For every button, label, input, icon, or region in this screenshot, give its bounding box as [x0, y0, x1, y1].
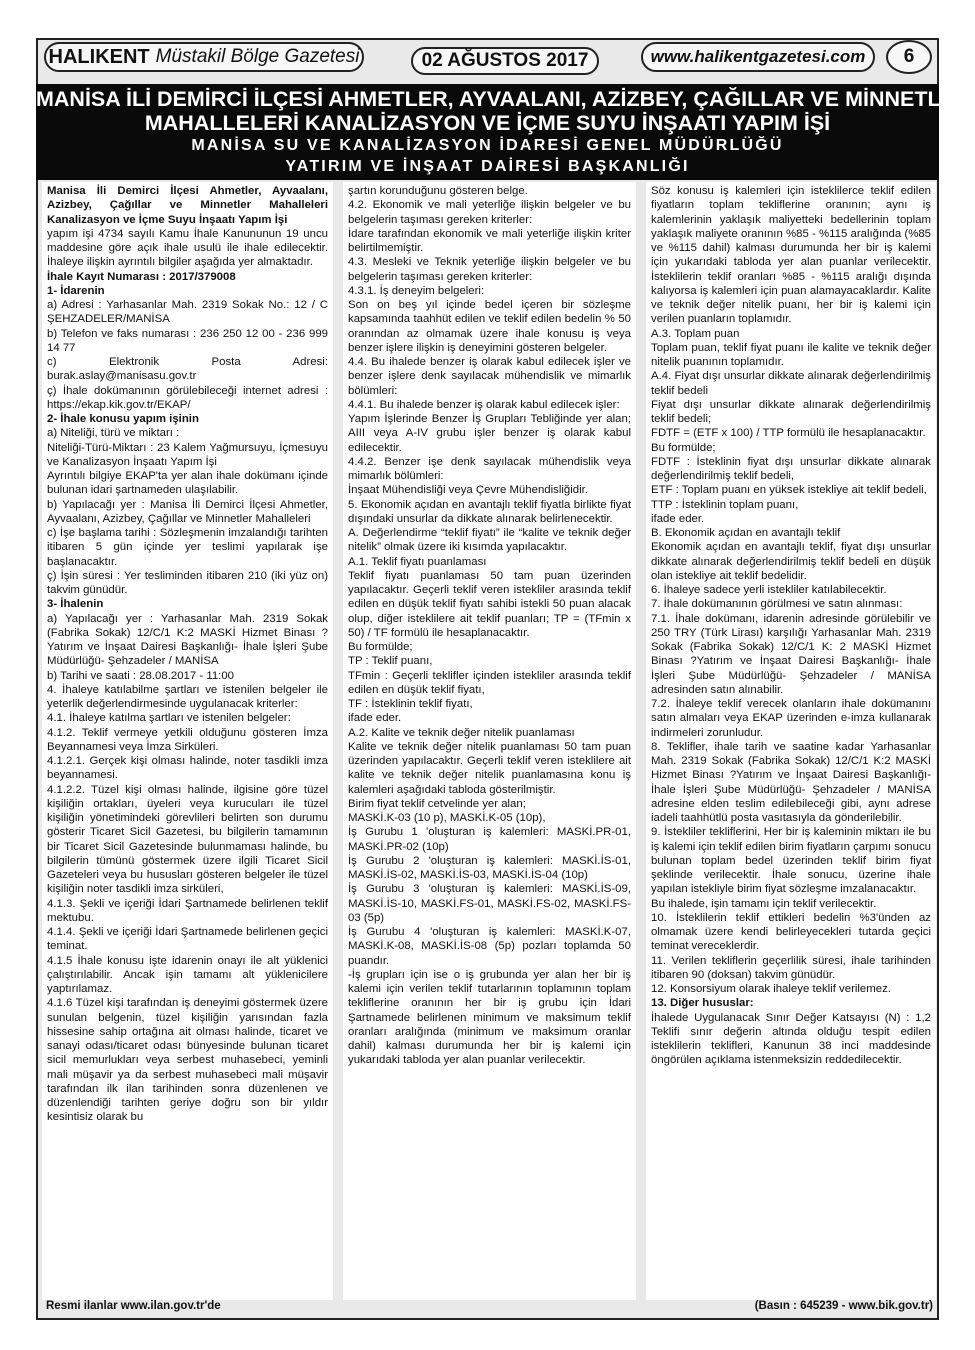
paragraph: b) Yapılacağı yer : Manisa İli Demirci İlçesi Ahmetler, Ayvaalanı, Azizbey, Çağıllar ve Minnetler Mahalleleri [47, 498, 328, 525]
paragraph: Toplam puan, teklif fiyat puanı ile kalite ve teknik değer nitelik puanının toplamıdır. [651, 341, 931, 368]
paragraph: A.2. Kalite ve teknik değer nitelik puanlaması [348, 726, 575, 739]
paragraph: 7.2. İhaleye teklif verecek olanların ihale dokümanını satın almaları veya EKAP üzerinden e-imza kullanarak indirmeleri zorunludur. [651, 698, 931, 739]
paragraph: ç) İhale dokümanının görülebileceği internet adresi : https://ekap.kik.gov.tr/EKAP/ [47, 384, 328, 411]
paragraph: Teklif fiyatı puanlaması 50 tam puan üzerinden yapılacaktır. Geçerli teklif veren istekliler arasında teklif edilen en düşük teklif fiyatı sahibi istekli 50 puan alacak olup, diğer isteklilere ait teklif puanları; TP = (TFmin x 50) / TF formülü ile hesaplanacaktır. [348, 569, 631, 639]
paragraph: -İş grupları için ise o iş grubunda yer alan her bir iş kalemi için verilen teklif tutarlarının toplamının toplam tekliflerine oranının her bir iş grubu için İdari Şartnamede belirlenen minimum ve maksimum teklif oranları aralığında (minimum ve maksimum oranlar dahil) kalması durumunda her bir iş kalemi için yukarıdaki tabloda yer alan puanlar verilecektir. [348, 968, 631, 1067]
authority-line-1: MANİSA SU VE KANALİZASYON İDARESİ GENEL MÜDÜRLÜĞÜ [191, 137, 784, 154]
paragraph: 4.1.2.1. Gerçek kişi olması halinde, noter tasdikli imza beyannamesi. [47, 755, 328, 782]
paragraph: İş Gurubu 3 'oluşturan iş kalemleri: MASKİ.İS-09, MASKİ.İS-10, MASKİ.FS-01, MASKİ.FS-02, MASKİ.FS-03 (5p) [348, 883, 631, 924]
notice-title-line-2: MAHALLELERİ KANALİZASYON VE İÇME SUYU İNŞAATI YAPIM İŞİ [144, 111, 831, 135]
paragraph: 4.1.3. Şekli ve içeriği İdari Şartnamede belirlenen teklif mektubu. [47, 897, 328, 924]
text-column-1 [42, 182, 333, 1300]
paragraph: İş Gurubu 2 'oluşturan iş kalemleri: MASKİ.İS-01, MASKİ.İS-02, MASKİ.İS-03, MASKİ.İS-04 (10p) [348, 854, 631, 881]
paragraph: c) İşe başlama tarihi : Sözleşmenin imzalandığı tarihten itibaren 5 gün içinde yer teslimi yapılarak işe başlanacaktır. [47, 527, 328, 568]
paragraph: Yapım İşlerinde Benzer İş Grupları Tebliğinde yer alan; AIII veya A-IV grubu işler benzer iş olarak kabul edilecektir. [348, 413, 631, 454]
paragraph: ç) İşin süresi : Yer tesliminden itibaren 210 (iki yüz on) takvim günüdür. [47, 569, 328, 596]
paragraph: 7.1. İhale dokümanı, idarenin adresinde görülebilir ve 250 TRY (Türk Lirası) karşılığı Yarhasanlar Mah. 2319 Sokak (Fabrika Sokak) 12/C/1 K: 2 MASKİ Hizmet Binası ?Yatırım ve İnşaat Dairesi Başkanlığı- İhale İşleri Şube Müdürlüğü- Şehzadeler / MANİSA adresinden satın alınabilir. [651, 612, 931, 696]
notice-title-line-1: MANİSA İLİ DEMİRCİ İLÇESİ AHMETLER, AYVAALANI, AZİZBEY, ÇAĞILLAR VE MİNNETLER [36, 87, 971, 111]
paragraph: Son on beş yıl içinde bedel içeren bir sözleşme kapsamında taahhüt edilen ve teklif edilen bedelin % 50 oranından az olmamak üzere ihale konusu iş veya benzer işlere ilişkin iş deneyimini gösteren belgeler. [348, 299, 631, 354]
newspaper-name: HALIKENT [48, 45, 150, 68]
paragraph: 4.4.1. Bu ihalede benzer iş olarak kabul edilecek işler: [348, 398, 620, 411]
paragraph: b) Telefon ve faks numarası : 236 250 12 00 - 236 999 14 77 [47, 327, 328, 354]
paragraph: 9. İstekliler tekliflerini, Her bir iş kaleminin miktarı ile bu iş kalemi için teklif edilen birim fiyatların çarpımı sonucu bulunan toplam bedel üzerinden teklif birim fiyat şeklinde verilecektir. İhale sonucu, üzerine ihale yapılan istekliyle birim fiyat sözleşme imzalanacaktır. [651, 826, 931, 896]
paragraph: ifade eder. [348, 712, 402, 725]
paragraph: 13. Diğer hususlar: [651, 997, 754, 1010]
paragraph: İnşaat Mühendisliği veya Çevre Mühendisliğidir. [348, 484, 588, 497]
paragraph: İş Gurubu 4 'oluşturan iş kalemleri: MASKİ.K-07, MASKİ.K-08, MASKİ.İS-08 (5p) pozları toplamda 50 puandır. [348, 926, 631, 967]
paragraph: Manisa İli Demirci İlçesi Ahmetler, Ayvaalanı, Azizbey, Çağıllar ve Minnetler Mahalleleri Kanalizasyon ve İçme Suyu İnşaatı Yapım İşi [47, 185, 328, 226]
paragraph: şartın korunduğunu gösteren belge. [348, 185, 528, 197]
paragraph: A.1. Teklif fiyatı puanlaması [348, 555, 487, 568]
website-link[interactable]: www.halikentgazetesi.com [641, 42, 875, 72]
footer-right-note: (Basın : 645239 - www.bik.gov.tr) [754, 1300, 933, 1312]
paragraph: 4.2. Ekonomik ve mali yeterliğe ilişkin belgeler ve bu belgelerin taşıması gereken kriterler: [348, 199, 631, 226]
paragraph: ifade eder. [651, 512, 705, 525]
paragraph: 11. Verilen tekliflerin geçerlilik süresi, ihale tarihinden itibaren 90 (doksan) takvim günüdür. [651, 954, 931, 981]
paragraph: A.3. Toplam puan [651, 327, 740, 340]
paragraph: 4.1. İhaleye katılma şartları ve istenilen belgeler: [47, 712, 291, 725]
notice-title-block [36, 84, 971, 180]
paragraph: 4.1.4. Şekli ve içeriği İdari Şartnamede belirlenen geçici teminat. [47, 926, 328, 953]
page-number: 6 [886, 40, 932, 74]
paragraph: Kalite ve teknik değer nitelik puanlaması 50 tam puan üzerinden yapılacaktır. Geçerli teklif veren isteklilere ait kalite ve teknik değer nitelik puanlamasına konu iş kalemleri aşağıdaki tabloda gösterilmiştir. [348, 740, 631, 796]
paragraph: 12. Konsorsiyum olarak ihaleye teklif verilemez. [651, 983, 891, 995]
paragraph: 7. İhale dokümanının görülmesi ve satın alınması: [651, 598, 903, 611]
paragraph: B. Ekonomik açıdan en avantajlı teklif [651, 527, 841, 539]
paragraph: TFmin : Geçerli teklifler içinden istekliler arasında teklif edilen en düşük teklif fiyatı, [348, 669, 631, 696]
paragraph: 4.3.1. İş deneyim belgeleri: [348, 284, 485, 297]
paragraph: Bu formülde; [348, 641, 413, 653]
paragraph: 1- İdarenin [47, 284, 105, 297]
paragraph: Ekonomik açıdan en avantajlı teklif, fiyat dışı unsurlar dikkate alınarak değerlendirilmiş teklif bedeli en düşük olan istekliye ait teklif bedelidir. [651, 541, 931, 582]
paragraph: 6. İhaleye sadece yerli istekliler katılabilecektir. [651, 584, 887, 596]
paragraph: A. Değerlendirme “teklif fiyatı” ile “kalite ve teknik değer nitelik” olmak üzere iki kısımda yapılacaktır. [348, 527, 631, 554]
paragraph: TF : İsteklinin teklif fiyatı, [348, 698, 473, 710]
issue-date: 02 AĞUSTOS 2017 [411, 47, 599, 75]
paragraph: İhalede Uygulanacak Sınır Değer Katsayısı (N) : 1,2 Teklifi sınır değerin altında olduğu tespit edilen isteklilerin teklifleri, Kanunun 38 inci maddesinde öngörülen açıklama istenmeksizin reddedilecektir. [651, 1011, 931, 1067]
paragraph: 4.1.6 Tüzel kişi tarafından iş deneyimi göstermek üzere sunulan belgenin, tüzel kişiliğin yarısından fazla hissesine sahip ortağına ait olması halinde, ticaret ve sanayi odası/ticaret odası bünyesinde bulunan ticaret sicil memurlukları veya serbest muhasebeci, yeminli mali müşavir ya da serbest muhasebeci mali müşavir tarafından ilk ilan tarihinden sonra düzenlenen ve düzenlendiği tarihten geriye doğru son bir yıldır kesintisiz olarak bu [47, 997, 328, 1124]
paragraph: yapım işi 4734 sayılı Kamu İhale Kanununun 19 uncu maddesine göre açık ihale usulü ile ihale edilecektir. İhaleye ilişkin ayrıntılı bilgiler aşağıda yer almaktadır. [47, 227, 328, 269]
paragraph: 4.4.2. Benzer işe denk sayılacak mühendislik veya mimarlık bölümleri: [348, 455, 631, 482]
paragraph: İş Gurubu 1 'oluşturan iş kalemleri: MASKİ.PR-01, MASKİ.PR-02 (10p) [348, 826, 631, 853]
text-column-3 [646, 182, 936, 1300]
paragraph: TTP : İsteklinin toplam puanı, [651, 498, 799, 511]
paragraph: 8. Teklifler, ihale tarih ve saatine kadar Yarhasanlar Mah. 2319 Sokak (Fabrika Sokak) 12/C/1 K:2 MASKİ Hizmet Binası ?Yatırım ve İnşaat Dairesi Başkanlığı- İhale İşleri Şube Müdürlüğü- Şehzadeler / MANİSA adresine elden teslim edilebileceği gibi, aynı adrese iadeli taahhütlü posta vasıtasıyla da gönderilebilir. [651, 740, 931, 824]
paragraph: Söz konusu iş kalemleri için isteklilerce teklif edilen fiyatların toplam tekliflerine oranının; aynı iş kalemlerinin yaklaşık maliyetteki bedellerinin toplam yaklaşık maliyete oranının %85 - %115 aralığında (%85 ve %115 dahil) kalması durumunda her bir iş kalemi için yukarıdaki tabloda yer alan puanlar verilecektir. İsteklilerin teklif oranları %85 - %115 aralığı dışında kalıyorsa iş kalemleri için puan alamayacaklardır. Kalite ve teknik değer nitelik puanı, her bir iş kalemi için verilen puanların toplamıdır. [651, 185, 931, 326]
paragraph: Fiyat dışı unsurlar dikkate alınarak değerlendirilmiş teklif bedeli; [651, 398, 931, 425]
paragraph: c) Elektronik Posta Adresi: burak.aslay@manisasu.gov.tr [47, 356, 328, 383]
paragraph: Ayrıntılı bilgiye EKAP'ta yer alan ihale dokümanı içinde bulunan idari şartnameden ulaşılabilir. [47, 470, 328, 497]
paragraph: 4.1.2. Teklif vermeye yetkili olduğunu gösteren İmza Beyannamesi veya İmza Sirküleri. [47, 726, 328, 753]
paragraph: İdare tarafından ekonomik ve mali yeterliğe ilişkin kriter belirtilmemiştir. [348, 227, 631, 254]
paragraph: Niteliği-Türü-Miktarı : 23 Kalem Yağmursuyu, İçmesuyu ve Kanalizasyon İnşaatı Yapım İşi [47, 441, 328, 468]
paragraph: a) Adresi : Yarhasanlar Mah. 2319 Sokak No.: 12 / C ŞEHZADELER/MANİSA [47, 299, 328, 326]
paragraph: b) Tarihi ve saati : 28.08.2017 - 11:00 [47, 669, 235, 682]
paragraph: 4.1.2.2. Tüzel kişi olması halinde, ilgisine göre tüzel kişiliğin ortakları, üyeleri veya kurucuları ile tüzel kişiliğin yönetimindeki görevlileri belirten son durumu gösterir Ticaret Sicil Gazetesi, bu bilgilerin tamamının bir Ticaret Sicil Gazetesinde bulunmaması halinde, bu bilgilerin tümünü göstermek üzere ilgili Ticaret Sicil Gazeteleri veya bu hususları gösteren belgeler ile tüzel kişiliğin noter tasdikli imza sirküleri, [47, 783, 328, 896]
paragraph: 2- İhale konusu yapım işinin [47, 413, 199, 425]
paragraph: 5. Ekonomik açıdan en avantajlı teklif fiyatla birlikte fiyat dışındaki unsurlar da dikkate alınarak belirlenecektir. [348, 498, 631, 525]
paragraph: a) Niteliği, türü ve miktarı : [47, 427, 180, 440]
paragraph: 4.3. Mesleki ve Teknik yeterliğe ilişkin belgeler ve bu belgelerin taşıması gereken kriterler: [348, 256, 631, 283]
paragraph: MASKİ.K-03 (10 p), MASKİ.K-05 (10p), [348, 812, 546, 824]
paragraph: İhale Kayıt Numarası : 2017/379008 [47, 270, 236, 283]
paragraph: A.4. Fiyat dışı unsurlar dikkate alınarak değerlendirilmiş teklif bedeli [651, 370, 931, 397]
paragraph: FDTF = (ETF x 100) / TTP formülü ile hesaplanacaktır. [651, 427, 926, 440]
paragraph: ETF : Toplam puanı en yüksek istekliye ait teklif bedeli, [651, 484, 927, 497]
paragraph: TP : Teklif puanı, [348, 655, 433, 668]
paragraph: Bu ihalede, işin tamamı için teklif verilecektir. [651, 897, 877, 910]
authority-line-2: YATIRIM VE İNŞAAT DAİRESİ BAŞKANLIĞI [285, 158, 690, 175]
paragraph: 4.1.5 İhale konusu işte idarenin onayı ile alt yüklenici çalıştırılabilir. Ancak işin tamamı alt yüklenicilere yaptırılamaz. [47, 954, 328, 995]
newspaper-name-badge [44, 42, 364, 72]
paragraph: Bu formülde; [651, 441, 716, 454]
text-column-2 [343, 182, 636, 1300]
newspaper-subtitle: Müstakil Bölge Gazetesi [155, 46, 360, 67]
paragraph: Birim fiyat teklif cetvelinde yer alan; [348, 797, 526, 810]
paragraph: FDTF : İsteklinin fiyat dışı unsurlar dikkate alınarak değerlendirilmiş teklif bedeli, [651, 455, 931, 482]
footer-left-note: Resmi ilanlar www.ilan.gov.tr'de [46, 1300, 221, 1312]
paragraph: 4. İhaleye katılabilme şartları ve istenilen belgeler ile yeterlik değerlendirmesinde uygulanacak kriterler: [47, 683, 328, 710]
paragraph: 10. İsteklilerin teklif ettikleri bedelin %3'ünden az olmamak üzere kendi belirleyecekleri tutarda geçici teminat vereceklerdir. [651, 911, 931, 953]
paragraph: 3- İhalenin [47, 598, 104, 611]
paragraph: 4.4. Bu ihalede benzer iş olarak kabul edilecek işler ve benzer işlere denk sayılacak mühendislik ve mimarlık bölümleri: [348, 356, 631, 397]
paragraph: a) Yapılacağı yer : Yarhasanlar Mah. 2319 Sokak (Fabrika Sokak) 12/C/1 K:2 MASKİ Hizmet Binası ?Yatırım ve İnşaat Dairesi Başkanlığı- İhale İşleri Şube Müdürlüğü- Şehzadeler / MANİSA [47, 612, 328, 668]
